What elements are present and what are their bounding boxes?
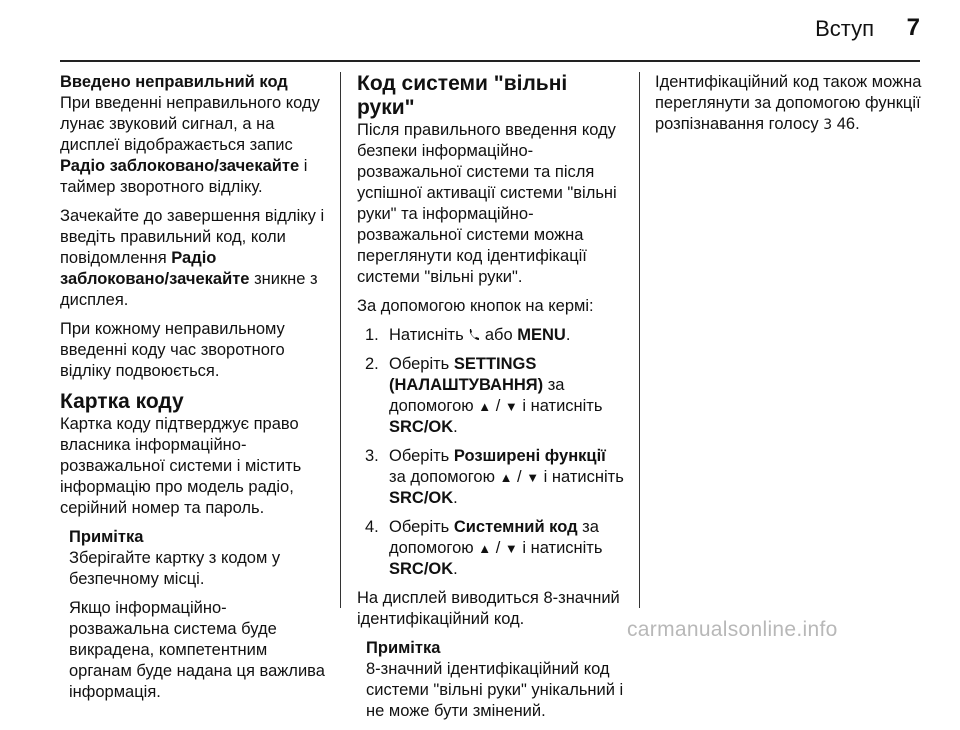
note-title: Примітка bbox=[366, 639, 441, 657]
step-number: 2. bbox=[365, 355, 379, 373]
paragraph-wait bbox=[60, 206, 326, 311]
text: або bbox=[480, 326, 518, 344]
watermark: carmanualsonline.info bbox=[627, 618, 838, 641]
text: Оберіть bbox=[389, 518, 454, 536]
note-block bbox=[366, 638, 625, 722]
display-message: Радіо заблоковано/зачекайте bbox=[60, 157, 300, 175]
step-item bbox=[365, 517, 625, 580]
note-block bbox=[69, 527, 326, 703]
text: Оберіть bbox=[389, 355, 454, 373]
column-divider-1 bbox=[340, 72, 341, 608]
note-text: Якщо інформаційно-розважальна система буде викрадена, компетентним органам буде надана ця важлива інформація. bbox=[69, 599, 325, 701]
button-label: SRC/OK bbox=[389, 489, 454, 507]
down-arrow-icon: ▼ bbox=[504, 541, 518, 556]
step-item bbox=[365, 446, 625, 509]
column-divider-2 bbox=[639, 72, 640, 608]
up-arrow-icon: ▲ bbox=[478, 399, 492, 414]
subheading-wrong-code: Введено неправильний код bbox=[60, 73, 288, 91]
text: . bbox=[453, 489, 458, 507]
button-label: SRC/OK bbox=[389, 560, 454, 578]
section-heading-code-card: Картка коду bbox=[60, 390, 184, 413]
text: за допомогою bbox=[389, 376, 565, 415]
text: . bbox=[453, 560, 458, 578]
paragraph-wrong-code bbox=[60, 72, 326, 198]
column-2 bbox=[357, 72, 625, 730]
steps-list bbox=[357, 325, 625, 580]
text: / bbox=[491, 397, 505, 415]
menu-label: MENU bbox=[517, 326, 566, 344]
text: . bbox=[565, 326, 571, 344]
header-title: Вступ bbox=[815, 16, 874, 41]
text: і натисніть bbox=[539, 468, 624, 486]
display-message: Радіо заблоковано/зачекайте bbox=[60, 249, 250, 288]
down-arrow-icon: ▼ bbox=[526, 470, 540, 485]
page-number: 7 bbox=[906, 14, 920, 41]
page-reference-icon: 3 bbox=[823, 117, 833, 133]
page-reference[interactable]: 46. bbox=[832, 115, 860, 133]
text: Ідентифікаційний код також можна переглянути за допомогою функції розпізнавання голосу bbox=[655, 73, 922, 133]
text: зникне з дисплея. bbox=[60, 270, 318, 309]
paragraph-handsfree: Після правильного введення коду безпеки інформаційно-розважальної системи та після успішної активації системи "вільні руки" та інформаційно-розважальної системи можна переглянути код ідентифікації системи "вільні руки". bbox=[357, 121, 617, 286]
step-number: 3. bbox=[365, 447, 379, 465]
step-number: 4. bbox=[365, 518, 379, 536]
header-rule bbox=[60, 60, 920, 62]
note-title: Примітка bbox=[69, 528, 144, 546]
text: за допомогою bbox=[389, 518, 599, 557]
note-text: 8-значний ідентифікаційний код системи "вільні руки" унікальний і не може бути змінений. bbox=[366, 660, 624, 720]
down-arrow-icon: ▼ bbox=[504, 399, 518, 414]
column-1 bbox=[60, 72, 326, 711]
text: за допомогою bbox=[389, 468, 500, 486]
menu-label: SETTINGS (НАЛАШТУВАННЯ) bbox=[389, 355, 544, 394]
step-item bbox=[365, 354, 625, 438]
menu-label: Системний код bbox=[453, 518, 578, 536]
text: Натисніть bbox=[389, 326, 469, 344]
paragraph-code-card: Картка коду підтверджує право власника інформаційно-розважальної системи і містить інформацію про модель радіо, серійний номер та пароль. bbox=[60, 415, 302, 517]
text: . bbox=[453, 418, 458, 436]
button-label: SRC/OK bbox=[389, 418, 454, 436]
page-header bbox=[0, 0, 960, 60]
step-item bbox=[365, 325, 625, 346]
text: / bbox=[491, 539, 505, 557]
note-text: Зберігайте картку з кодом у безпечному місці. bbox=[69, 549, 281, 588]
text: і натисніть bbox=[517, 539, 603, 557]
phone-icon bbox=[468, 328, 480, 342]
text: Зачекайте до завершення відліку і введіть правильний код, коли повідомлення bbox=[60, 207, 325, 267]
menu-label: Розширені функції bbox=[453, 447, 606, 465]
text: і таймер зворотного відліку. bbox=[60, 157, 308, 196]
paragraph-display-code: На дисплей виводиться 8-значний ідентифікаційний код. bbox=[357, 589, 620, 628]
text: Оберіть bbox=[389, 447, 454, 465]
text: / bbox=[512, 468, 527, 486]
up-arrow-icon: ▲ bbox=[478, 541, 492, 556]
paragraph-voice-recognition bbox=[655, 72, 927, 136]
paragraph-doubling: При кожному неправильному введенні коду час зворотного відліку подвоюється. bbox=[60, 320, 285, 380]
text: і натисніть bbox=[517, 397, 603, 415]
column-3 bbox=[655, 72, 927, 144]
section-heading-handsfree-code: Код системи "вільні руки" bbox=[357, 72, 568, 119]
paragraph-steering-buttons: За допомогою кнопок на кермі: bbox=[357, 297, 594, 315]
step-number: 1. bbox=[365, 326, 379, 344]
up-arrow-icon: ▲ bbox=[499, 470, 513, 485]
text: При введенні неправильного коду лунає звуковий сигнал, а на дисплеї відображається запис bbox=[60, 94, 320, 154]
